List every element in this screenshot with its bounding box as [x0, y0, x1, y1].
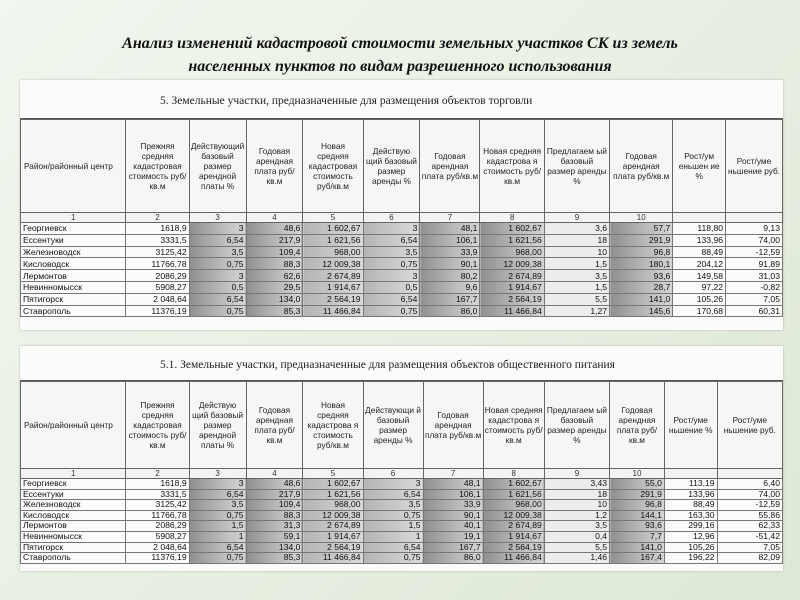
district-name-cell: Ессентуки [21, 234, 126, 246]
column-header: Действую щий базовый размер арендной платы % [189, 382, 246, 469]
table-row [21, 270, 783, 282]
value-cell: 968,00 [303, 500, 363, 511]
value-cell: 6,54 [189, 542, 246, 553]
value-cell: 3331,5 [126, 234, 189, 246]
value-cell: 6,54 [363, 542, 423, 553]
table-caption: 5. Земельные участки, предназначенные для размещения объектов торговли [160, 95, 533, 107]
value-cell: 2 564,19 [303, 293, 363, 305]
value-cell: 3331,5 [126, 489, 189, 500]
column-header: Рост/ум еньшен ие % [673, 120, 726, 213]
column-number: 3 [189, 213, 246, 223]
value-cell: 28,7 [610, 281, 673, 293]
header-row [21, 120, 783, 213]
value-cell: 19,1 [423, 531, 483, 542]
value-cell: 85,3 [246, 305, 303, 317]
value-cell: 12,96 [664, 531, 717, 542]
value-cell: 217,9 [246, 234, 303, 246]
column-number: 7 [420, 213, 480, 223]
value-cell: 62,6 [246, 270, 303, 282]
value-cell: 1 621,56 [303, 234, 363, 246]
value-cell: 118,80 [673, 223, 726, 235]
page-title-line-1: Анализ изменений кадастровой стоимости земельных участков СК из земель [122, 35, 678, 52]
value-cell: 105,26 [664, 542, 717, 553]
value-cell: 40,1 [423, 521, 483, 532]
value-cell: 10 [544, 500, 609, 511]
value-cell: 204,12 [673, 258, 726, 270]
table-row [21, 510, 783, 521]
value-cell: 88,49 [673, 246, 726, 258]
value-cell: 2 674,89 [480, 270, 544, 282]
value-cell: 93,6 [610, 521, 665, 532]
district-name-cell: Железноводск [21, 246, 126, 258]
value-cell: 167,4 [610, 553, 665, 564]
district-name-cell: Ставрополь [21, 553, 126, 564]
value-cell: 113,19 [664, 479, 717, 490]
value-cell: 2 674,89 [303, 521, 363, 532]
value-cell: 3 [363, 479, 423, 490]
column-number [673, 213, 726, 223]
value-cell: 2 564,19 [483, 542, 544, 553]
table-row [21, 281, 783, 293]
value-cell: 1,5 [544, 281, 609, 293]
table-row [21, 531, 783, 542]
value-cell: 86,0 [420, 305, 480, 317]
column-header: Годовая арендная плата руб/кв.м [610, 120, 673, 213]
column-number: 1 [21, 469, 126, 479]
value-cell: 1 602,67 [303, 479, 363, 490]
value-cell: 7,05 [726, 293, 783, 305]
value-cell: 74,00 [726, 234, 783, 246]
value-cell: 0,4 [544, 531, 609, 542]
value-cell: 11 466,84 [480, 305, 544, 317]
value-cell: 12 009,38 [303, 510, 363, 521]
district-name-cell: Пятигорск [21, 293, 126, 305]
value-cell: 291,9 [610, 234, 673, 246]
value-cell: 968,00 [303, 246, 363, 258]
value-cell: 11 466,84 [303, 305, 363, 317]
value-cell: 33,9 [420, 246, 480, 258]
value-cell: 0,75 [363, 258, 420, 270]
value-cell: 0,75 [363, 510, 423, 521]
value-cell: 2 564,19 [480, 293, 544, 305]
column-header: Годовая арендная плата руб/кв.м [246, 382, 303, 469]
table-row [21, 500, 783, 511]
value-cell: 18 [544, 489, 609, 500]
value-cell: 105,26 [673, 293, 726, 305]
column-number: 5 [303, 469, 363, 479]
value-cell: 6,54 [189, 293, 246, 305]
value-cell: 3,5 [363, 500, 423, 511]
value-cell: 1 602,67 [480, 223, 544, 235]
column-header: Действующи й базовый размер аренды % [363, 382, 423, 469]
value-cell: 1 914,67 [303, 281, 363, 293]
column-number-row [21, 213, 783, 223]
table-row [21, 479, 783, 490]
column-header: Предлагаем ый базовый размер аренды % [544, 120, 609, 213]
table-row [21, 293, 783, 305]
value-cell: 134,0 [246, 293, 303, 305]
value-cell: 163,30 [664, 510, 717, 521]
value-cell: 170,68 [673, 305, 726, 317]
district-name-cell: Кисловодск [21, 510, 126, 521]
value-cell: -0,82 [726, 281, 783, 293]
value-cell: 968,00 [483, 500, 544, 511]
column-number: 8 [483, 469, 544, 479]
column-number: 3 [189, 469, 246, 479]
district-name-cell: Железноводск [21, 500, 126, 511]
column-header: Район/районный центр [21, 382, 126, 469]
table-row [21, 223, 783, 235]
column-header: Новая средняя кадастрова я стоимость руб/кв.м [483, 382, 544, 469]
district-name-cell: Ставрополь [21, 305, 126, 317]
column-number: 8 [480, 213, 544, 223]
value-cell: 9,6 [420, 281, 480, 293]
value-cell: 1,5 [189, 521, 246, 532]
value-cell: 59,1 [246, 531, 303, 542]
column-header: Годовая арендная плата руб/кв.м [420, 120, 480, 213]
value-cell: 5908,27 [126, 531, 189, 542]
page-title [0, 32, 800, 78]
value-cell: 6,54 [189, 489, 246, 500]
value-cell: 5,5 [544, 542, 609, 553]
value-cell: 90,1 [423, 510, 483, 521]
value-cell: 196,22 [664, 553, 717, 564]
value-cell: 3 [363, 223, 420, 235]
value-cell: 1 621,56 [483, 489, 544, 500]
column-header: Прежняя средняя кадастровая стоимость руб/кв.м [126, 382, 189, 469]
column-number: 6 [363, 469, 423, 479]
table-row [21, 521, 783, 532]
district-name-cell: Невинномысск [21, 531, 126, 542]
value-cell: 134,0 [246, 542, 303, 553]
value-cell: 2086,29 [126, 521, 189, 532]
value-cell: 6,40 [717, 479, 782, 490]
value-cell: 1,46 [544, 553, 609, 564]
value-cell: 48,6 [246, 223, 303, 235]
value-cell: 97,22 [673, 281, 726, 293]
column-number: 4 [246, 469, 303, 479]
value-cell: 33,9 [423, 500, 483, 511]
column-header: Новая средняя кадастрова я стоимость руб/кв.м [480, 120, 544, 213]
value-cell: 2 564,19 [303, 542, 363, 553]
value-cell: 6,54 [363, 489, 423, 500]
value-cell: 145,6 [610, 305, 673, 317]
value-cell: 1 914,67 [483, 531, 544, 542]
value-cell: 11 466,84 [483, 553, 544, 564]
value-cell: 93,6 [610, 270, 673, 282]
value-cell: 60,31 [726, 305, 783, 317]
value-cell: 88,3 [246, 510, 303, 521]
value-cell: 180,1 [610, 258, 673, 270]
page-title-line-2: населенных пунктов по видам разрешенного использования [188, 58, 612, 75]
column-number: 2 [126, 213, 189, 223]
value-cell: 62,33 [717, 521, 782, 532]
district-name-cell: Пятигорск [21, 542, 126, 553]
column-header: Прежняя средняя кадастровая стоимость руб/кв.м [126, 120, 189, 213]
value-cell: 29,5 [246, 281, 303, 293]
catering-land-table [20, 381, 783, 564]
value-cell: 18 [544, 234, 609, 246]
district-name-cell: Георгиевск [21, 479, 126, 490]
value-cell: 5908,27 [126, 281, 189, 293]
district-name-cell: Кисловодск [21, 258, 126, 270]
table-row [21, 305, 783, 317]
value-cell: 167,7 [420, 293, 480, 305]
value-cell: 2 048,64 [126, 542, 189, 553]
value-cell: 3,5 [544, 270, 609, 282]
value-cell: 217,9 [246, 489, 303, 500]
value-cell: 3 [189, 223, 246, 235]
value-cell: 57,7 [610, 223, 673, 235]
value-cell: 55,0 [610, 479, 665, 490]
column-header: Рост/уме ньшение руб. [726, 120, 783, 213]
value-cell: 144,1 [610, 510, 665, 521]
value-cell: 1 602,67 [483, 479, 544, 490]
value-cell: 2 674,89 [483, 521, 544, 532]
value-cell: 6,54 [363, 234, 420, 246]
value-cell: 86,0 [423, 553, 483, 564]
value-cell: 31,03 [726, 270, 783, 282]
column-header: Новая средняя кадастровая стоимость руб/кв.м [303, 120, 363, 213]
value-cell: 88,49 [664, 500, 717, 511]
value-cell: 7,05 [717, 542, 782, 553]
value-cell: 3 [189, 479, 246, 490]
column-number: 2 [126, 469, 189, 479]
value-cell: 1,2 [544, 510, 609, 521]
value-cell: 11 466,84 [303, 553, 363, 564]
column-header: Рост/уме ньшение % [664, 382, 717, 469]
value-cell: 106,1 [423, 489, 483, 500]
value-cell: 96,8 [610, 500, 665, 511]
value-cell: 1 914,67 [480, 281, 544, 293]
value-cell: 3125,42 [126, 246, 189, 258]
value-cell: 12 009,38 [303, 258, 363, 270]
value-cell: 109,4 [246, 246, 303, 258]
column-header: Действующий базовый размер арендной платы % [189, 120, 246, 213]
value-cell: 88,3 [246, 258, 303, 270]
value-cell: 106,1 [420, 234, 480, 246]
trade-land-table [20, 119, 783, 317]
district-name-cell: Лермонтов [21, 521, 126, 532]
value-cell: 96,8 [610, 246, 673, 258]
value-cell: 85,3 [246, 553, 303, 564]
value-cell: 3,6 [544, 223, 609, 235]
column-header: Новая средняя кадастрова я стоимость руб/кв.м [303, 382, 363, 469]
value-cell: 1 [363, 531, 423, 542]
value-cell: 109,4 [246, 500, 303, 511]
value-cell: 1618,9 [126, 479, 189, 490]
value-cell: 74,00 [717, 489, 782, 500]
value-cell: 3 [189, 270, 246, 282]
value-cell: 2086,29 [126, 270, 189, 282]
value-cell: 167,7 [423, 542, 483, 553]
column-number [717, 469, 782, 479]
table-row [21, 258, 783, 270]
column-header: Предлагаем ый базовый размер аренды % [544, 382, 609, 469]
value-cell: 11766,78 [126, 510, 189, 521]
value-cell: 2 674,89 [303, 270, 363, 282]
value-cell: 82,09 [717, 553, 782, 564]
value-cell: 133,96 [664, 489, 717, 500]
value-cell: 9,13 [726, 223, 783, 235]
table-row [21, 246, 783, 258]
value-cell: 0,5 [189, 281, 246, 293]
value-cell: 1618,9 [126, 223, 189, 235]
value-cell: 12 009,38 [483, 510, 544, 521]
value-cell: 48,1 [423, 479, 483, 490]
district-name-cell: Лермонтов [21, 270, 126, 282]
value-cell: 12 009,38 [480, 258, 544, 270]
value-cell: 0,5 [363, 281, 420, 293]
value-cell: 1 621,56 [303, 489, 363, 500]
column-header: Годовая арендная плата руб/кв.м [246, 120, 303, 213]
value-cell: 0,75 [189, 258, 246, 270]
value-cell: 11376,19 [126, 305, 189, 317]
table-row [21, 553, 783, 564]
column-number: 7 [423, 469, 483, 479]
value-cell: 1,27 [544, 305, 609, 317]
column-header: Годовая арендная плата руб/кв.м [610, 382, 665, 469]
column-header: Действую щий базовый размер аренды % [363, 120, 420, 213]
value-cell: 0,75 [363, 305, 420, 317]
value-cell: 3,5 [189, 246, 246, 258]
value-cell: 11376,19 [126, 553, 189, 564]
value-cell: 5,5 [544, 293, 609, 305]
column-number-row [21, 469, 783, 479]
value-cell: 299,16 [664, 521, 717, 532]
value-cell: 31,3 [246, 521, 303, 532]
district-name-cell: Георгиевск [21, 223, 126, 235]
table-row [21, 234, 783, 246]
value-cell: 6,54 [189, 234, 246, 246]
value-cell: 0,75 [189, 553, 246, 564]
value-cell: 3125,42 [126, 500, 189, 511]
value-cell: 0,75 [363, 553, 423, 564]
column-number [664, 469, 717, 479]
value-cell: -12,59 [726, 246, 783, 258]
value-cell: 10 [544, 246, 609, 258]
column-number: 4 [246, 213, 303, 223]
column-header: Рост/уме ньшение руб. [717, 382, 782, 469]
header-row [21, 382, 783, 469]
value-cell: 0,75 [189, 305, 246, 317]
value-cell: 1,5 [363, 521, 423, 532]
column-number [726, 213, 783, 223]
table-row [21, 542, 783, 553]
column-number: 1 [21, 213, 126, 223]
district-name-cell: Ессентуки [21, 489, 126, 500]
value-cell: 1 602,67 [303, 223, 363, 235]
table-row [21, 489, 783, 500]
district-name-cell: Невинномысск [21, 281, 126, 293]
value-cell: 141,0 [610, 542, 665, 553]
table-caption: 5.1. Земельные участки, предназначенные для размещения объектов общественного питания [160, 359, 615, 371]
column-header: Район/районный центр [21, 120, 126, 213]
catering-land-table-scan [20, 346, 783, 571]
value-cell: 0,75 [189, 510, 246, 521]
value-cell: 1,5 [544, 258, 609, 270]
value-cell: 968,00 [480, 246, 544, 258]
value-cell: 1 914,67 [303, 531, 363, 542]
column-number: 5 [303, 213, 363, 223]
value-cell: 1 [189, 531, 246, 542]
value-cell: 91,89 [726, 258, 783, 270]
value-cell: 11766,78 [126, 258, 189, 270]
value-cell: 3 [363, 270, 420, 282]
value-cell: 133,96 [673, 234, 726, 246]
value-cell: 80,2 [420, 270, 480, 282]
column-number: 6 [363, 213, 420, 223]
value-cell: 3,5 [189, 500, 246, 511]
value-cell: 141,0 [610, 293, 673, 305]
value-cell: 48,1 [420, 223, 480, 235]
column-number: 9 [544, 469, 609, 479]
value-cell: 48,6 [246, 479, 303, 490]
value-cell: 6,54 [363, 293, 420, 305]
value-cell: -12,59 [717, 500, 782, 511]
column-header: Годовая арендная плата руб/кв.м [423, 382, 483, 469]
trade-land-table-scan [20, 80, 783, 330]
value-cell: 3,5 [544, 521, 609, 532]
value-cell: 3,43 [544, 479, 609, 490]
column-number: 10 [610, 213, 673, 223]
value-cell: 55,86 [717, 510, 782, 521]
value-cell: -51,42 [717, 531, 782, 542]
value-cell: 7,7 [610, 531, 665, 542]
value-cell: 3,5 [363, 246, 420, 258]
value-cell: 1 621,56 [480, 234, 544, 246]
value-cell: 2 048,64 [126, 293, 189, 305]
column-number: 10 [610, 469, 665, 479]
column-number: 9 [544, 213, 609, 223]
value-cell: 291,9 [610, 489, 665, 500]
value-cell: 149,58 [673, 270, 726, 282]
value-cell: 90,1 [420, 258, 480, 270]
